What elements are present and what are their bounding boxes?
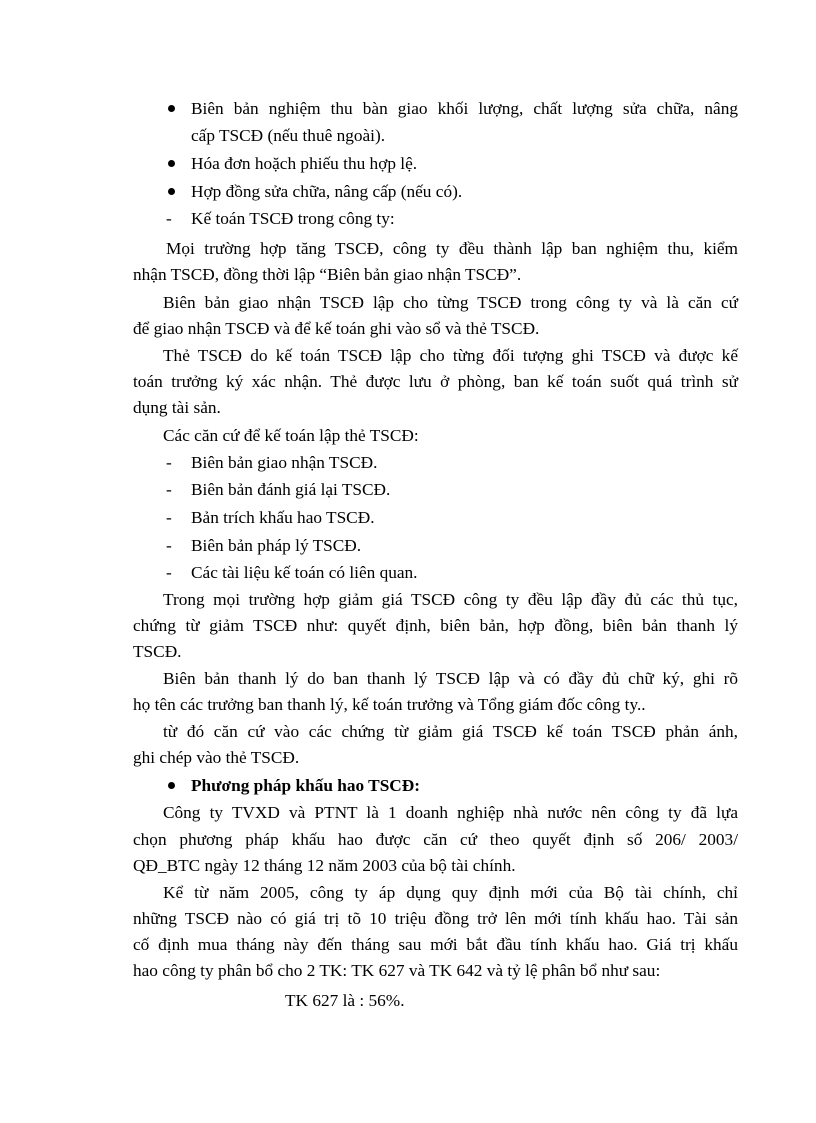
dash-item: Biên bản đánh giá lại TSCĐ. xyxy=(191,480,391,499)
dash-item: Bản trích khấu hao TSCĐ. xyxy=(191,508,375,527)
bullet-item-line: Biên bản nghiệm thu bàn giao khối lượng, chất lượng sửa chữa, nâng xyxy=(191,99,738,118)
paragraph-line: ghi chép vào thẻ TSCĐ. xyxy=(133,748,300,767)
paragraph-line: Công ty TVXD và PTNT là 1 doanh nghiệp nhà nước nên công ty đã lựa xyxy=(163,803,738,822)
dash-icon: - xyxy=(166,563,172,582)
bullet-item: Hóa đơn hoặch phiếu thu hợp lệ. xyxy=(191,154,418,173)
paragraph-line: QĐ_BTC ngày 12 tháng 12 năm 2003 của bộ tài chính. xyxy=(133,856,516,875)
paragraph-line: để giao nhận TSCĐ và để kế toán ghi vào sổ và thẻ TSCĐ. xyxy=(133,319,540,338)
dash-item: Biên bản giao nhận TSCĐ. xyxy=(191,453,378,472)
paragraph-line: từ đó căn cứ vào các chứng từ giảm giá TSCĐ kế toán TSCĐ phản ánh, xyxy=(163,722,738,741)
dash-icon: - xyxy=(166,453,172,472)
bullet-icon xyxy=(168,105,175,112)
ratio-line: TK 627 là : 56%. xyxy=(285,991,405,1010)
section-heading: Phương pháp khấu hao TSCĐ: xyxy=(191,776,421,795)
bullet-item: Hợp đồng sửa chữa, nâng cấp (nếu có). xyxy=(191,182,463,201)
dash-icon: - xyxy=(166,508,172,527)
paragraph-line: họ tên các trưởng ban thanh lý, kế toán trưởng và Tổng giám đốc công ty.. xyxy=(133,695,646,714)
paragraph-line: Thẻ TSCĐ do kế toán TSCĐ lập cho từng đối tượng ghi TSCĐ và được kế xyxy=(163,346,738,365)
dash-heading: Kế toán TSCĐ trong công ty: xyxy=(191,209,395,228)
paragraph-line: TSCĐ. xyxy=(133,642,182,661)
paragraph-line: Mọi trường hợp tăng TSCĐ, công ty đều thành lập ban nghiệm thu, kiểm xyxy=(166,239,738,258)
paragraph-line: chứng từ giảm TSCĐ như: quyết định, biên bản, hợp đồng, biên bản thanh lý xyxy=(133,616,738,635)
paragraph-line: cố định mua tháng này đến tháng sau mới bắt đầu tính khấu hao. Giá trị khấu xyxy=(133,935,738,954)
dash-icon: - xyxy=(166,209,172,228)
paragraph-line: Kể từ năm 2005, công ty áp dụng quy định mới của Bộ tài chính, chỉ xyxy=(163,883,738,902)
paragraph-line: dụng tài sản. xyxy=(133,398,221,417)
paragraph-line: nhận TSCĐ, đồng thời lập “Biên bản giao nhận TSCĐ”. xyxy=(133,265,522,284)
paragraph-line: Biên bản giao nhận TSCĐ lập cho từng TSCĐ trong công ty và là căn cứ xyxy=(163,293,738,312)
dash-item: Các tài liệu kế toán có liên quan. xyxy=(191,563,418,582)
bullet-icon xyxy=(168,782,175,789)
bullet-icon xyxy=(168,160,175,167)
dash-icon: - xyxy=(166,480,172,499)
dash-icon: - xyxy=(166,536,172,555)
paragraph-line: Các căn cứ để kế toán lập thẻ TSCĐ: xyxy=(163,426,419,445)
paragraph-line: Trong mọi trường hợp giảm giá TSCĐ công ty đều lập đầy đủ các thủ tục, xyxy=(163,590,738,609)
paragraph-line: chọn phương pháp khấu hao được căn cứ theo quyết định số 206/ 2003/ xyxy=(133,830,738,849)
bullet-item-line: cấp TSCĐ (nếu thuê ngoài). xyxy=(191,126,386,145)
paragraph-line: hao công ty phân bổ cho 2 TK: TK 627 và TK 642 và tỷ lệ phân bổ như sau: xyxy=(133,961,661,980)
paragraph-line: toán trưởng ký xác nhận. Thẻ được lưu ở phòng, ban kế toán suốt quá trình sử xyxy=(133,372,738,391)
bullet-icon xyxy=(168,188,175,195)
paragraph-line: Biên bản thanh lý do ban thanh lý TSCĐ lập và có đầy đủ chữ ký, ghi rõ xyxy=(163,669,738,688)
dash-item: Biên bản pháp lý TSCĐ. xyxy=(191,536,362,555)
paragraph-line: những TSCĐ nào có giá trị tõ 10 triệu đồng trở lên mới tính khấu hao. Tài sản xyxy=(133,909,738,928)
